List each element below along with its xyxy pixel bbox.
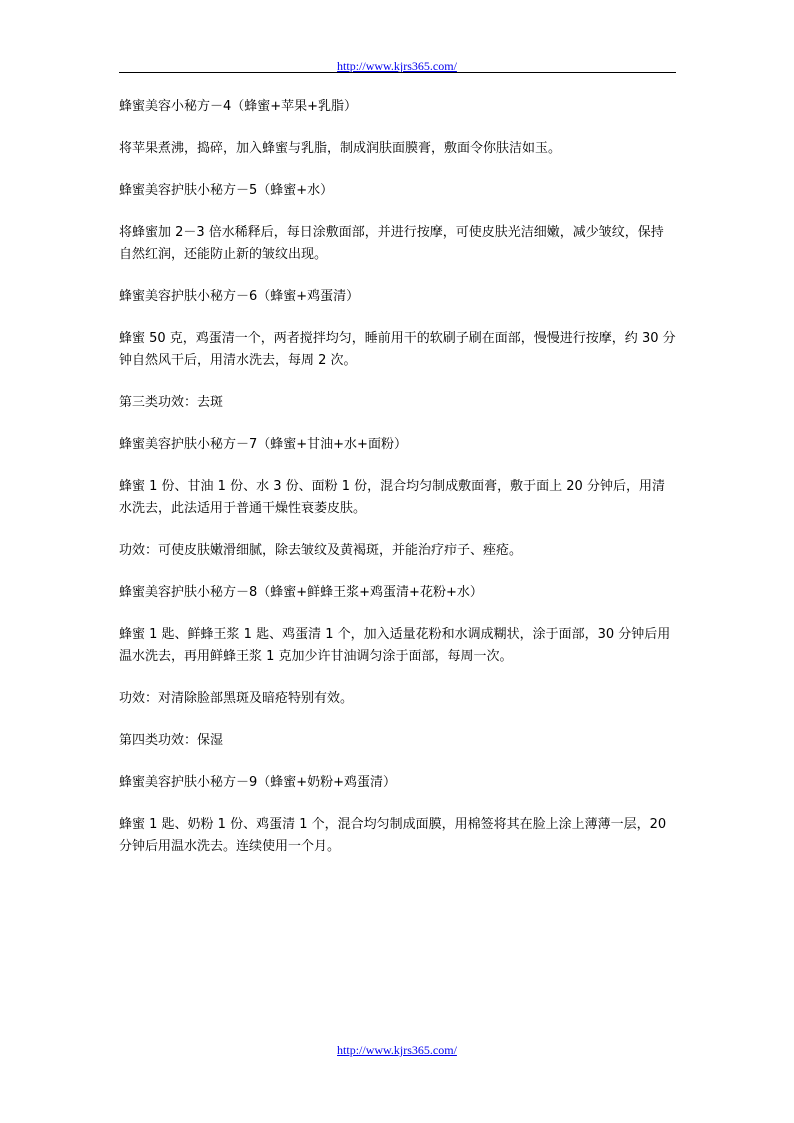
- recipe-title-6: 蜂蜜美容护肤小秘方－6（蜂蜜+鸡蛋清）: [119, 289, 360, 304]
- recipe-body-9: 蜂蜜 1 匙、奶粉 1 份、鸡蛋清 1 个，混合均匀制成面膜，用棉签将其在脸上涂上薄薄一层，20 分钟后用温水洗去。连续使用一个月。: [119, 817, 667, 854]
- recipe-title-7: 蜂蜜美容护肤小秘方－7（蜂蜜+甘油+水+面粉）: [119, 437, 407, 452]
- effect-8: 功效：对清除脸部黑斑及暗疮特别有效。: [119, 691, 354, 706]
- recipe-title-8: 蜂蜜美容护肤小秘方－8（蜂蜜+鲜蜂王浆+鸡蛋清+花粉+水）: [119, 585, 483, 600]
- recipe-body-7: 蜂蜜 1 份、甘油 1 份、水 3 份、面粉 1 份，混合均匀制成敷面膏，敷于面上 20 分钟后，用清水洗去，此法适用于普通干燥性衰萎皮肤。: [119, 479, 665, 516]
- header-link[interactable]: http://www.kjrs365.com/: [337, 59, 457, 73]
- effect-7: 功效：可使皮肤嫩滑细腻，除去皱纹及黄褐斑，并能治疗疖子、痤疮。: [119, 543, 523, 558]
- recipe-body-5: 将蜂蜜加 2－3 倍水稀释后，每日涂敷面部，并进行按摩，可使皮肤光洁细嫩，减少皱纹，保持自然红润，还能防止新的皱纹出现。: [119, 225, 664, 262]
- section-heading-4: 第四类功效：保湿: [119, 733, 224, 748]
- recipe-title-5: 蜂蜜美容护肤小秘方－5（蜂蜜+水）: [119, 183, 334, 198]
- recipe-title-4: 蜂蜜美容小秘方－4（蜂蜜+苹果+乳脂）: [119, 99, 358, 114]
- recipe-title-9: 蜂蜜美容护肤小秘方－9（蜂蜜+奶粉+鸡蛋清）: [119, 775, 397, 790]
- document-body: [119, 96, 676, 878]
- section-heading-3: 第三类功效：去斑: [119, 395, 224, 410]
- recipe-body-4: 将苹果煮沸，捣碎，加入蜂蜜与乳脂，制成润肤面膜膏，敷面令你肤洁如玉。: [119, 141, 562, 156]
- footer-url: [0, 1043, 794, 1058]
- header-divider: [119, 72, 676, 73]
- footer-link[interactable]: http://www.kjrs365.com/: [337, 1043, 457, 1057]
- recipe-body-6: 蜂蜜 50 克，鸡蛋清一个，两者搅拌均匀，睡前用干的软刷子刷在面部，慢慢进行按摩，约 30 分钟自然风干后，用清水洗去，每周 2 次。: [119, 331, 676, 368]
- recipe-body-8: 蜂蜜 1 匙、鲜蜂王浆 1 匙、鸡蛋清 1 个，加入适量花粉和水调成糊状，涂于面部，30 分钟后用温水洗去，再用鲜蜂王浆 1 克加少许甘油调匀涂于面部，每周一次。: [119, 627, 671, 664]
